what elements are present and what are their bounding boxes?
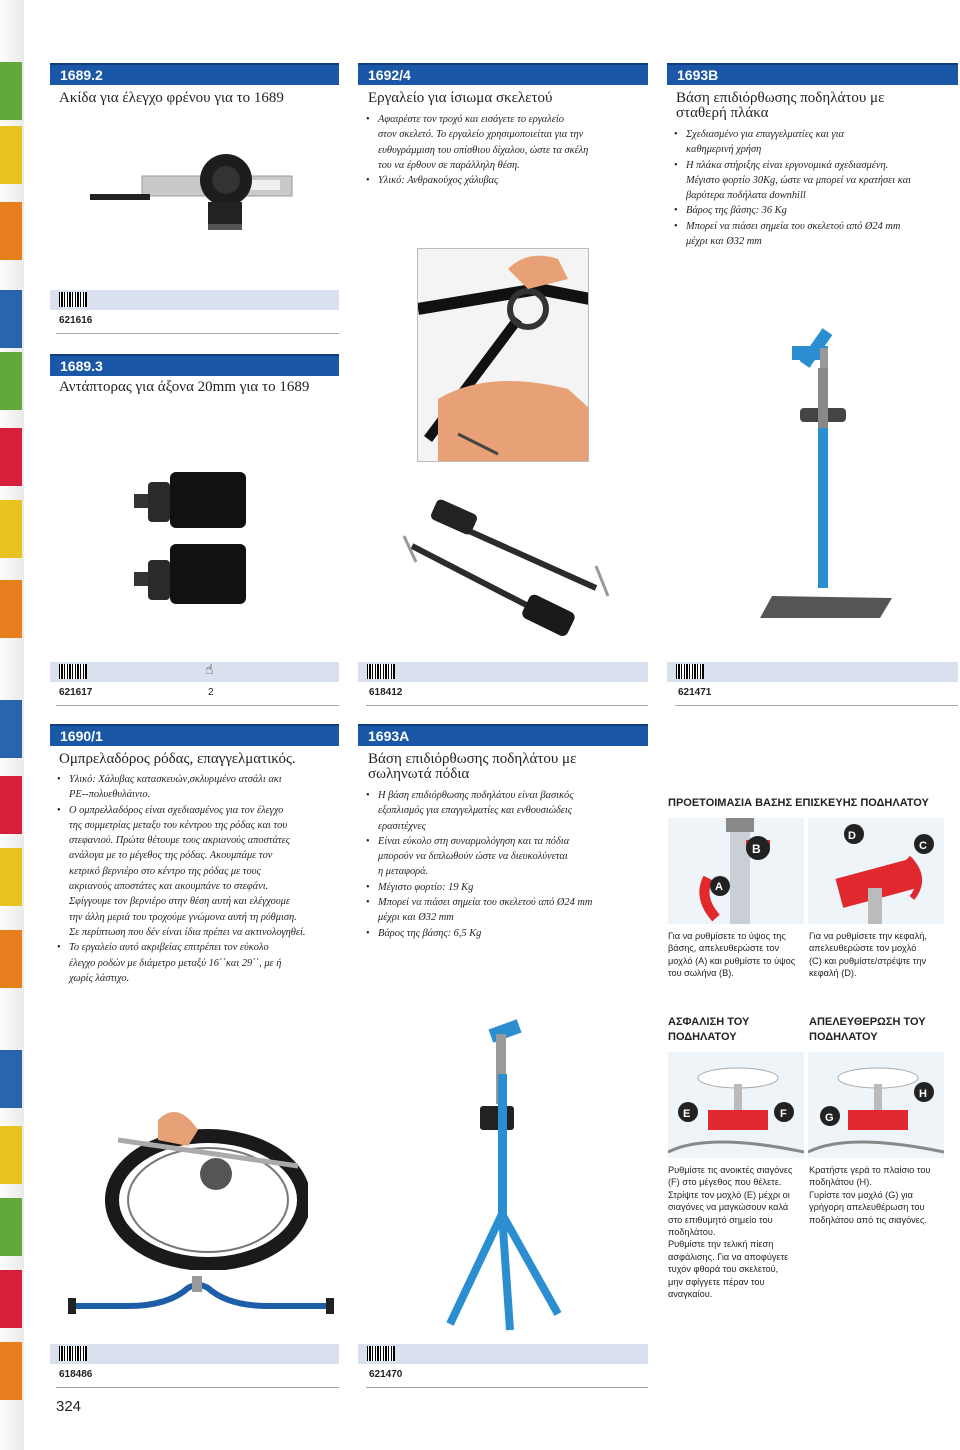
text-line: Για να ρυθμίσετε την κεφαλή, xyxy=(809,931,927,941)
barcode-bar xyxy=(50,1344,339,1364)
bullet-item: του να έρθουν σε παράλληλη θέση. xyxy=(378,159,520,171)
text-line: στο επιθυμητό σημείο του xyxy=(668,1214,773,1225)
bullet-item: • Μέγιστο φορτίο: 19 Kg xyxy=(366,880,650,895)
index-tab xyxy=(0,700,22,758)
bullet-item: Σε περίπτωση που δέν είναι ίδια πρέπει να ακτινολογηθεί. xyxy=(69,926,306,938)
title-line: σταθερή πλάκα xyxy=(676,105,769,121)
bullet-item: της συμμετρίας μεταξυ του κέντρου της ρόδας και του xyxy=(69,819,288,831)
bullet-item: • Βάρος της βάσης: 36 Kg xyxy=(674,203,958,218)
article-number: 618412 xyxy=(366,682,648,706)
frame-tool-image xyxy=(396,496,626,646)
bullet-item: ανάλογα με το μέγεθος της ρόδας. Ακουμπάμε τον xyxy=(69,850,273,862)
frame-alignment-photo xyxy=(417,248,589,462)
prep-left-text xyxy=(668,930,808,980)
bullet-item: καθημερινή χρήση xyxy=(686,144,762,156)
bullet-item: ακριανούς αποστάτες και ακουμπάνε το στεφάνι. xyxy=(69,881,269,893)
text-line: Στρίψτε τον μοχλό (E) μέχρι οι xyxy=(668,1189,790,1200)
text-line: ποδηλάτου. xyxy=(668,1227,716,1238)
wheel-gauge-photo xyxy=(98,1100,308,1270)
bullet-item: • Η πλάκα στήριξης είναι εργονομικά σχεδιασμένη. xyxy=(674,158,958,173)
article-number: 621471 xyxy=(675,682,958,706)
prep-right-text xyxy=(809,930,959,980)
text-line: (F) στο μέγεθος που θέλετε. xyxy=(668,1177,782,1188)
barcode-bar xyxy=(50,290,339,310)
text-line: (C) και ρυθμίστε/στρέψτε την xyxy=(809,955,927,966)
index-tab xyxy=(0,776,22,834)
label-d: D xyxy=(848,830,856,842)
product-code-header: 1693B xyxy=(667,63,958,85)
barcode-icon xyxy=(59,664,87,679)
product-bullets xyxy=(57,772,341,986)
index-tab xyxy=(0,126,22,184)
index-tab xyxy=(0,428,22,486)
bullet-item: • Μπορεί να πιάσει σημεία του σκελετού από Ø24 mm xyxy=(674,219,958,234)
barcode-icon xyxy=(367,1346,395,1361)
article-number: 621617 xyxy=(59,687,93,698)
label-f: F xyxy=(780,1108,787,1120)
bullet-item: στεφανιού. Πρώτα θέτουμε τους ακριανούς αποστάτες xyxy=(69,835,290,847)
bullet-item: • Η βάση επιδιόρθωσης ποδηλάτου είναι βασικός xyxy=(366,788,650,803)
product-code-header: 1693A xyxy=(358,724,648,746)
product-code-header: 1692/4 xyxy=(358,63,648,85)
bullet-item: έλεγχο ροδών με διάμετρο μεταξύ 16΄΄και 29΄΄, με ή xyxy=(69,957,282,969)
text-line: του σωλήνα (B). xyxy=(668,968,734,979)
label-h: H xyxy=(919,1088,927,1100)
bullet-item: βαρύτερα ποδήλατα downhill xyxy=(686,190,806,202)
plate-stand-image xyxy=(740,318,900,628)
text-line: απελευθερώστε τον μοχλό xyxy=(809,943,917,954)
lock-bike-illustration xyxy=(668,1052,804,1158)
bullet-item: • Υλικό: Ανθρακούχος χάλυβας xyxy=(366,173,648,188)
release-text xyxy=(809,1164,959,1226)
barcode-bar xyxy=(358,662,648,682)
product-title: Ομπρελαδόρος ρόδας, επαγγελματικός. xyxy=(59,751,296,767)
barcode-bar xyxy=(358,1344,648,1364)
bullet-item: • Μπορεί να πιάσει σημεία του σκελετού από Ø24 mm xyxy=(366,895,650,910)
text-line: αναγκαίου. xyxy=(668,1289,713,1300)
bullet-item: ευθυγράμμιση του οπίσθιου δίχαλου, ώστε τα σκέλη xyxy=(378,144,589,156)
bullet-item: • Υλικό: Χάλυβας κατασκευών,σκλυριμένο ατσάλι ακι xyxy=(57,772,341,787)
bullet-item: • Ο ομπρελλαδόρος είναι σχεδιασμένος για τον έλεγχο xyxy=(57,803,341,818)
text-line: Ρυθμίστε τις ανοικτές σιαγόνες xyxy=(668,1165,793,1175)
product-bullets xyxy=(674,127,958,249)
product-bullets xyxy=(366,112,648,188)
product-code-header: 1689.2 xyxy=(50,63,339,85)
lock-text xyxy=(668,1164,808,1300)
text-line: τυχόν φθορά του σκελετού, xyxy=(668,1264,779,1275)
product-code-header: 1689.3 xyxy=(50,354,339,376)
page-number: 324 xyxy=(56,1398,82,1415)
bullet-item: χωρίς λάστιχο. xyxy=(69,972,130,984)
bullet-item: Μέγιστο φορτίο 30Kg, ώστε να μπορεί να κρατήσει και xyxy=(686,174,912,186)
text-line: Ρυθμίστε την τελική πίεση xyxy=(668,1239,774,1250)
barcode-bar xyxy=(50,662,339,682)
article-number-row xyxy=(56,682,339,706)
text-line: ποδηλάτου (H). xyxy=(809,1177,872,1188)
index-tab xyxy=(0,930,22,988)
label-g: G xyxy=(825,1112,834,1124)
pack-quantity: 2 xyxy=(208,687,214,698)
bullet-item: μέχρι και Ø32 mm xyxy=(686,236,762,248)
product-title xyxy=(368,752,648,782)
product-code-header: 1690/1 xyxy=(50,724,339,746)
title-line: ΑΣΦΑΛΙΣΗ ΤΟΥ xyxy=(668,1016,750,1028)
text-line: ποδηλάτου από τις σιαγόνες. xyxy=(809,1214,927,1225)
text-line: σιαγόνες να μαγκώσουν καλά xyxy=(668,1202,789,1213)
bullet-item: η μεταφορά. xyxy=(378,866,429,878)
index-tab xyxy=(0,352,22,410)
index-tab xyxy=(0,1050,22,1108)
text-line: Κρατήστε γερά το πλαίσιο του xyxy=(809,1165,931,1175)
index-tab xyxy=(0,1198,22,1256)
label-a: A xyxy=(715,881,723,893)
bullet-item: στον σκελετό. Το εργαλείο χρησιμοποιείται για την xyxy=(378,129,584,141)
bullet-item: Σφίγγουμε τον βερνιέρο στην θέση αυτή και ελέγχουμε xyxy=(69,896,290,908)
title-line: Βάση επιδιόρθωσης ποδηλάτου με xyxy=(676,90,885,106)
barcode-icon xyxy=(59,1346,87,1361)
bullet-item: • Το εργαλείο αυτό ακριβείας επιτρέπει τον εύκολο xyxy=(57,940,341,955)
label-b: B xyxy=(752,842,761,856)
index-tab xyxy=(0,1126,22,1184)
release-bike-illustration xyxy=(808,1052,944,1158)
index-tab xyxy=(0,580,22,638)
index-tab xyxy=(0,62,22,120)
release-title xyxy=(809,1015,959,1045)
product-title xyxy=(676,91,956,121)
text-line: Για να ρυθμίσετε το ύψος της xyxy=(668,931,786,941)
bullet-item: • Σχεδιασμένο για επαγγελματίες και για xyxy=(674,127,958,142)
text-line: Γυρίστε τον μοχλό (G) για xyxy=(809,1189,913,1200)
index-tab xyxy=(0,1342,22,1400)
product-title: Ακίδα για έλεγχο φρένου για το 1689 xyxy=(59,90,284,106)
index-tab xyxy=(0,202,22,260)
bullet-item: • Βάρος της βάσης: 6,5 Kg xyxy=(366,926,650,941)
barcode-icon xyxy=(676,664,704,679)
product-title: Αντάπτορας για άξονα 20mm για το 1689 xyxy=(59,379,310,395)
head-adjust-illustration xyxy=(808,818,944,924)
bullet-item: • Είναι εύκολο στη συναρμολόγηση και τα πόδια xyxy=(366,834,650,849)
text-line: κεφαλή (D). xyxy=(809,968,857,979)
bullet-item: PE--πολυεθυλάινιο. xyxy=(69,789,151,801)
bullet-item: την άλλη μεριά του τροχούμε γνώμονα αυτή τη ρύθμιση. xyxy=(69,911,297,923)
hand-icon: ☝ xyxy=(205,662,214,678)
label-c: C xyxy=(919,840,927,852)
title-line: ΠΟΔΗΛΑΤΟΥ xyxy=(809,1031,878,1043)
brake-gauge-image xyxy=(80,140,310,240)
color-index-strip xyxy=(0,0,24,1450)
text-line: ασφάλισης. Για να αποφύγετε xyxy=(668,1251,789,1262)
index-tab xyxy=(0,290,22,348)
index-tab xyxy=(0,1270,22,1328)
index-tab xyxy=(0,848,22,906)
prep-title: ΠΡΟΕΤΟΙΜΑΣΙΑ ΒΑΣΗΣ ΕΠΙΣΚΕΥΗΣ ΠΟΔΗΛΑΤΟΥ xyxy=(668,797,929,809)
product-bullets xyxy=(366,788,650,941)
text-line: γρήγορη απελευθέρωση του xyxy=(809,1202,925,1213)
barcode-icon xyxy=(367,664,395,679)
bullet-item: • Αφαιρέστε τον τροχό και εισάγετε το εργαλείο xyxy=(366,112,648,127)
title-line: σωληνωτά πόδια xyxy=(368,766,470,782)
article-number: 621470 xyxy=(366,1364,648,1388)
index-tab xyxy=(0,500,22,558)
article-number: 621616 xyxy=(56,310,339,334)
bullet-item: μέχρι και Ø32 mm xyxy=(378,912,454,924)
bullet-item: κετρικό βερνιέρο στο κέντρο της ρόδας με τους xyxy=(69,865,261,877)
wheel-gauge-tool-image xyxy=(68,1272,338,1316)
text-line: βάσης, απελευθερώστε τον xyxy=(668,943,780,954)
title-line: ΠΟΔΗΛΑΤΟΥ xyxy=(668,1031,737,1043)
barcode-icon xyxy=(59,292,87,307)
article-number: 618486 xyxy=(56,1364,339,1388)
bullet-item: μπορούν να διπλωθούν ώστε να διευκολύνεται xyxy=(378,851,568,863)
height-adjust-illustration xyxy=(668,818,804,924)
lock-title xyxy=(668,1015,804,1045)
product-title: Εργαλείο για ίσιωμα σκελετού xyxy=(368,90,553,106)
label-e: E xyxy=(683,1108,691,1120)
bullet-item: εξοπλισμός για επαγγελματίες και ενθουσιώδεις xyxy=(378,805,572,817)
title-line: ΑΠΕΛΕΥΘΕΡΩΣΗ ΤΟΥ xyxy=(809,1016,926,1028)
text-line: μοχλό (A) και ρυθμίστε το ύψος xyxy=(668,955,796,966)
bullet-item: ερασιτέχνες xyxy=(378,820,426,832)
title-line: Βάση επιδιόρθωσης ποδηλάτου με xyxy=(368,751,577,767)
text-line: μην σφίγγετε πέραν του xyxy=(668,1276,765,1287)
axle-adapter-image xyxy=(130,460,260,630)
barcode-bar xyxy=(667,662,958,682)
tripod-stand-image xyxy=(440,1014,570,1334)
